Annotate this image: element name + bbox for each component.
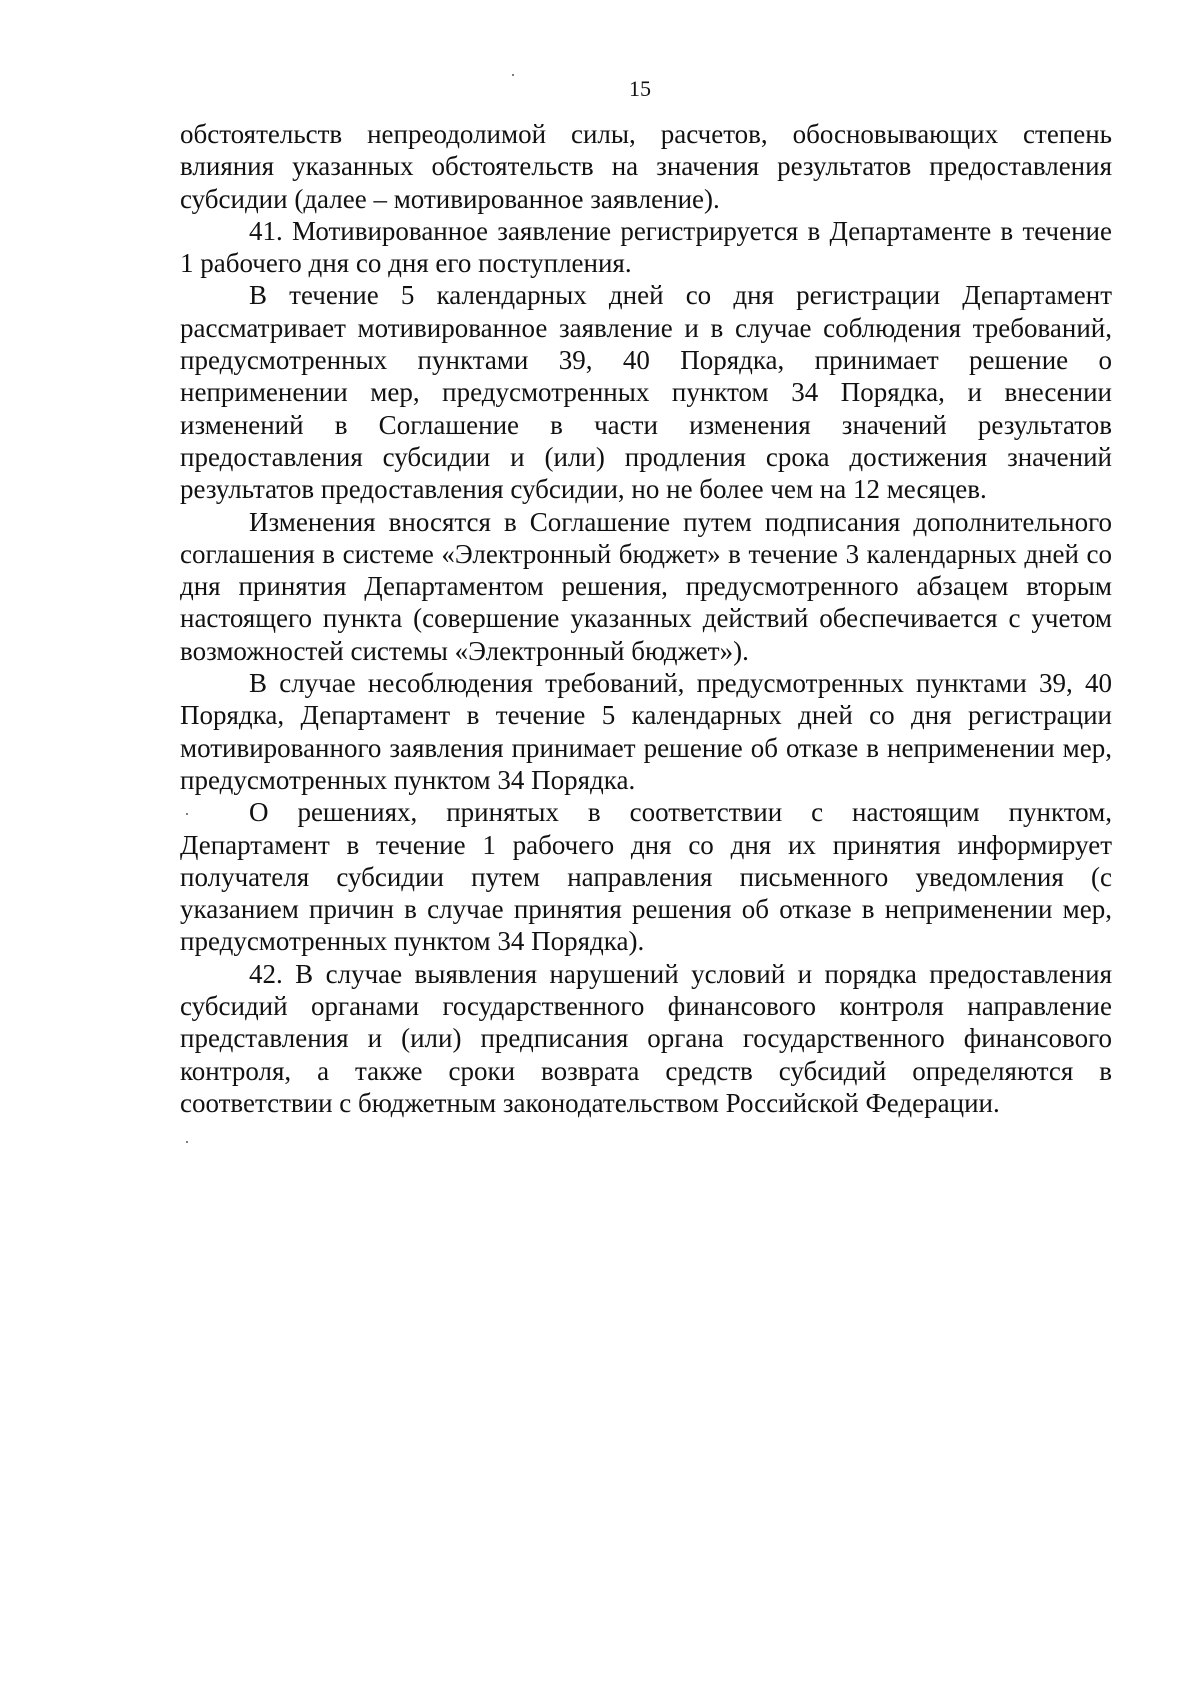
document-body (180, 118, 1112, 1119)
page-number: 15 (629, 76, 651, 101)
paragraph-review-term: В течение 5 календарных дней со дня регистрации Департамент рассматривает мотивированное заявление и в случае соблюдения требований, предусмотренных пунктами 39, 40 Порядка, принимает решение о неприменении мер, предусмотренных пунктом 34 Порядка, и внесении изменений в Соглашение в части изменения значений результатов предоставления субсидии и (или) продления срока достижения значений результатов предоставления субсидии, но не более чем на 12 месяцев. (180, 280, 1112, 505)
paragraph-agreement-changes: Изменения вносятся в Соглашение путем подписания дополнительного соглашения в системе «Электронный бюджет» в течение 3 календарных дней со дня принятия Департаментом решения, предусмотренного абзацем вторым настоящего пункта (совершение указанных действий обеспечивается с учетом возможностей системы «Электронный бюджет»). (180, 506, 1112, 666)
scan-speck (512, 74, 514, 76)
paragraph-continuation: обстоятельств непреодолимой силы, расчетов, обосновывающих степень влияния указанных обстоятельств на значения результатов предоставления субсидии (далее – мотивированное заявление). (180, 119, 1112, 214)
paragraph-item-41: 41. Мотивированное заявление регистрируется в Департаменте в течение 1 рабочего дня со дня его поступления. (180, 215, 1112, 279)
paragraph-refusal: В случае несоблюдения требований, предусмотренных пунктами 39, 40 Порядка, Департамент в течение 5 календарных дней со дня регистрации мотивированного заявления принимает решение об отказе в неприменении мер, предусмотренных пунктом 34 Порядка. (180, 668, 1112, 795)
scan-speck (186, 1141, 188, 1143)
paragraph-item-42: 42. В случае выявления нарушений условий и порядка предоставления субсидий органами государственного финансового контроля направление представления и (или) предписания органа государственного финансового контроля, а также сроки возврата средств субсидий определяются в соответствии с бюджетным законодательством Российской Федерации. (180, 958, 1112, 1118)
scan-speck (186, 813, 188, 815)
paragraph-notification: О решениях, принятых в соответствии с настоящим пунктом, Департамент в течение 1 рабочего дня со дня их принятия информирует получателя субсидии путем направления письменного уведомления (с указанием причин в случае принятия решения об отказе в неприменении мер, предусмотренных пунктом 34 Порядка). (180, 797, 1112, 957)
